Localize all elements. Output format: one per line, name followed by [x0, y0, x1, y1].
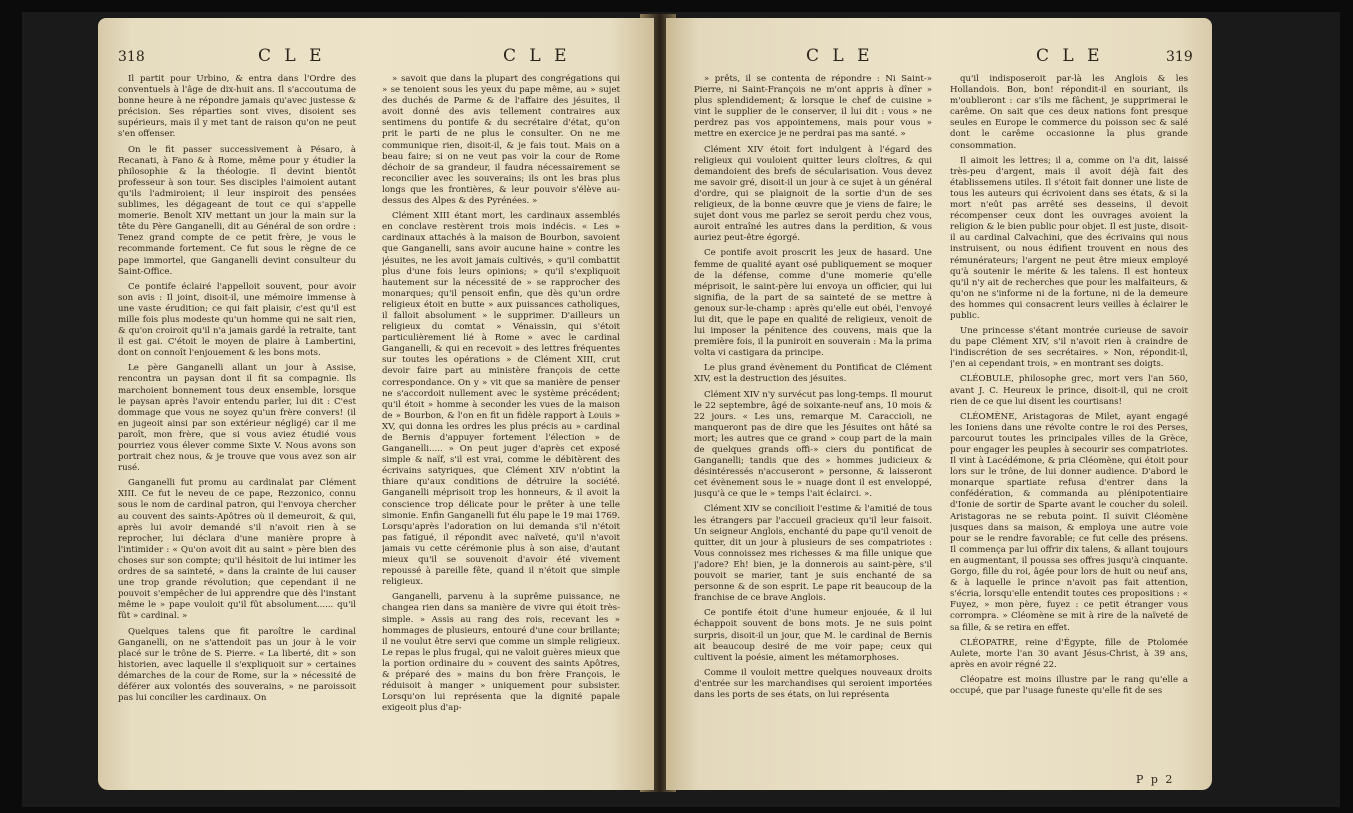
paragraph: Ce pontife avoit proscrit les jeux de hasard. Une femme de qualité ayant osé publiquement se moquer de la défense, comme d'une momerie qu'elle méprisoit, le saint-père lui envoya un officier, qui lui signifia, de la part de sa sainteté de se mettre à genoux sur-le-champ : après qu'elle eut obéi, l'envoyé lui dit, que le pape en qualité de religieux, venoit de lui imposer la pénitence des couvens, mais que la première fois, il la puniroit en souverain : Ma la prima volta vi castigara da principe. — [694, 248, 932, 359]
left-page-column-1 — [118, 74, 356, 774]
paragraph: qu'il indisposeroit par-là les Anglois & les Hollandois. Bon, bon! répondit-il en souriant, ils m'oublieront : car s'ils me fâchent, je supprimerai le carême. On sait que ces deux nations font presque seules en Europe le commerce du poisson sec & salé dont le carême occasionne la plus grande consommation. — [950, 74, 1188, 151]
paragraph: Clément XIV n'y survécut pas long-temps. Il mourut le 22 septembre, âgé de soixante-neuf ans, 10 mois & 22 jours. « Les uns, remarque M. Caraccioli, ne manqueront pas de dire que les Jésuites ont hâté sa mort; les autres que ce grand » coup part de la main de quelques grands offi-» ciers du pontificat de Ganganelli; tandis que des » hommes judicieux & désintéressés n'accuseront » personne, & laisseront cet évènement sous le » nuage dont il est enveloppé, jusqu'à ce que le » temps l'ait éclairci. ». — [694, 389, 932, 500]
paragraph: Clément XIV étoit fort indulgent à l'égard des religieux qui vouloient quitter leurs cloîtres, & qui demandoient des brefs de sécularisation. Vous devez me savoir gré, disoit-il un jour à ce sujet à un général d'ordre, qui se plaignoit de la sortie d'un de ses religieux, de la bonne œuvre que je viens de faire; le sujet dont vous me parlez se seroit perdu chez vous, auroit entraîné les autres dans la perdition, & vous auriez peut-être égorgé. — [694, 144, 932, 244]
left-header-word-2: C L E — [503, 46, 571, 66]
paragraph: CLÉOMÈNE, Aristagoras de Milet, ayant engagé les Ioniens dans une révolte contre le roi des Perses, parcourut toutes les principales villes de la Grèce, pour engager les peuples à secourir ses compatriotes. Il vint à Lacédémone, & pria Cléomène, qui étoit pour lors sur le trône, de lui donner audience. D'abord le monarque spartiate refusa d'entrer dans la confédération, & commanda au plénipotentiaire d'Ionie de sortir de Sparte avant le coucher du soleil. Aristagoras ne se rebuta point. Il suivit Cléomène jusques dans sa maison, & employa une autre voie pour se le rendre favorable; ce fut celle des présens. Il commença par lui offrir dix talens, & allant toujours en augmentant, il poussa ses offres jusqu'à cinquante. Gorgo, fille du roi, âgée pour lors de huit ou neuf ans, & à laquelle le prince n'avoit pas fait attention, s'écria, lorsqu'elle entendit toutes ces propositions : « Fuyez, » mon père, fuyez : ce petit étranger vous corrompra. » Cléomène se mit à rire de la naïveté de sa fille, & se retira en effet. — [950, 411, 1188, 633]
left-page-column-2 — [382, 74, 620, 774]
right-page — [666, 18, 1212, 790]
paragraph: » savoit que dans la plupart des congrégations qui » se tenoient sous les yeux du pape même, au » sujet des duchés de Parme & de l'affaire des jésuites, il avoit donné des avis tellement contraires aux sentimens du pontife & du secrétaire d'état, qu'on prit le parti de ne plus le consulter. On ne me communique rien, disoit-il, & je fais tout. Mais on a beau faire; si on ne veut pas voir la cour de Rome déchoir de sa grandeur, il faudra nécessairement se reconcilier avec les souverains; ils ont les bras plus longs que les frontières, & leur pouvoir s'élève au-dessus des Alpes & des Pyrénées. » — [382, 74, 620, 207]
paragraph: Clément XIII étant mort, les cardinaux assemblés en conclave restèrent trois mois indécis. « Les » cardinaux attachés à la maison de Bourbon, savoient que Ganganelli, sans avoir aucune haine » contre les jésuites, ne les avoit jamais cultivés, » qu'il combattit plus d'une fois leurs opinions; » qu'il s'expliquoit hautement sur la nécessité de » se rapprocher des monarques; qu'il pensoit enfin, que dès qu'un ordre religieux étoit en butte » aux puissances catholiques, il falloit absolument » le supprimer. D'ailleurs un religieux du comtat » Vénaissin, qui s'étoit particulièrement lié à Rome » avec le cardinal Ganganelli, & qui en recevoit » des lettres fréquentes sur toutes les opérations » de Clément XIII, crut devoir faire part au ministère françois de cette correspondance. On y » vit que sa manière de penser ne s'accordoit nullement avec le système précédent; qu'il étoit » homme à seconder les vues de la maison de » Bourbon, & l'on en fit un fidèle rapport à Louis » XV, qui donna les ordres les plus précis au » cardinal de Bernis d'appuyer fortement l'élection » de Ganganelli..... » On peut juger d'après cet exposé simple & naïf, s'il est vrai, comme le débitèrent des écrivains satyriques, que Clément XIV n'obtint la thiare qu'aux conditions de détruire la société. Ganganelli méprisoit trop les honneurs, & il avoit la conscience trop délicate pour le prêter à une telle simonie. Enfin Ganganelli fut élu pape le 19 mai 1769. Lorsqu'après l'adoration on lui demanda s'il n'étoit pas fatigué, il répondit avec naïveté, qu'il n'avoit jamais vu cette cérémonie plus à son aise, d'autant mieux qu'il se souvenoit d'avoir été vivement repoussé à pareille fête, quand il n'étoit que simple religieux. — [382, 211, 620, 588]
paragraph: Quelques talens que fit paroître le cardinal Ganganelli, on ne s'attendoit pas un jour à le voir placé sur le trône de S. Pierre. « La liberté, dit » son historien, avec laquelle il s'expliquoit sur » certaines démarches de la cour de Rome, sur la » nécessité de déférer aux volontés des souverains, » ne paroissoit pas lui concilier les cardinaux. On — [118, 626, 356, 704]
right-page-column-2 — [950, 74, 1188, 774]
right-page-number: 319 — [1166, 49, 1193, 65]
paragraph: Il aimoit les lettres; il a, comme on l'a dit, laissé très-peu d'argent, mais il avoit déjà fait des établissemens utiles. Il s'étoit fait donner une liste de tous les auteurs qui écrivoient dans ses états, & si la mort n'eût pas arrêté ses desseins, il devoit récompenser ceux dont les ouvrages avoient la religion & le bien public pour objet. Il est juste, disoit-il au cardinal Calvachini, que des écrivains qui nous instruisent, ou nous édifient trouvent en nous des rémunérateurs; l'argent ne peut être mieux employé qu'à soutenir le mérite & les talens. Il est honteux qu'il n'y ait de recherches que pour les malfaiteurs, & qu'on ne s'informe ni de la fortune, ni de la demeure des hommes qui consacrent leurs veilles à éclairer le public. — [950, 155, 1188, 321]
paragraph: CLÉOPATRE, reine d'Égypte, fille de Ptolomée Aulete, morte l'an 30 avant Jésus-Christ, à 39 ans, après en avoir régné 22. — [950, 637, 1188, 670]
right-page-header — [706, 46, 1206, 70]
right-header-word-2: C L E — [1036, 46, 1104, 66]
paragraph: Une princesse s'étant montrée curieuse de savoir du pape Clément XIV, s'il n'avoit rien à craindre de l'indiscrétion de ses secrétaires. » Non, répondit-il, j'en ai cependant trois, » en montrant ses doigts. — [950, 326, 1188, 370]
paragraph: Ce pontife étoit d'une humeur enjouée, & il lui échappoit souvent de bons mots. Je ne suis point surpris, disoit-il un jour, que M. le cardinal de Bernis ait beaucoup desiré de me voir pape; ceux qui cultivent la poésie, aiment les métamorphoses. — [694, 608, 932, 663]
paragraph: Clément XIV se concilioit l'estime & l'amitié de tous les étrangers par l'accueil gracieux qu'il leur faisoit. Un seigneur Anglois, enchanté du pape qu'il venoit de quitter, dit un jour à plusieurs de ses compatriotes : Vous connoissez mes richesses & ma fille unique que j'adore? Eh! bien, je la donnerois au saint-père, s'il pouvoit se marier, tant je suis enchanté de sa personne & de son esprit. Le pape rit beaucoup de la franchise de ce brave Anglois. — [694, 504, 932, 604]
paragraph: Ganganelli, parvenu à la suprême puissance, ne changea rien dans sa manière de vivre qui étoit très-simple. » Assis au rang des rois, recevant les » hommages de plusieurs, entouré d'une cour brillante; il ne voulut être servi que comme un simple religieux. Le repas le plus frugal, qui ne valoit guères mieux que la portion ordinaire du » couvent des saints Apôtres, & préparé des » mains du bon frère François, le réduisoit à manger » uniquement pour subsister. Lorsqu'on lui représenta que la dignité papale exigeoit plus d'ap- — [382, 592, 620, 714]
paragraph: On le fit passer successivement à Pésaro, à Recanati, à Fano & à Rome, même pour y étudier la philosophie & la théologie. Il devint bientôt professeur à son tour. Ses disciples l'aimoient autant qu'ils l'admiroient; il leur inspiroit des pensées sublimes, les dégageant de tout ce qui s'appelle momerie. Benoît XIV mettant un jour la main sur la tête du Père Ganganelli, dit au Général de son ordre : Tenez grand compte de ce petit frère, je vous le recommande fortement. Ce fut sous le règne de ce pape immortel, que Ganganelli devint consulteur du Saint-Office. — [118, 144, 356, 277]
left-header-word-1: C L E — [258, 46, 326, 66]
left-page — [98, 18, 654, 790]
left-page-header — [118, 46, 618, 70]
right-page-column-1 — [694, 74, 932, 774]
paragraph: » prêts, il se contenta de répondre : Ni Saint-» Pierre, ni Saint-François ne m'ont appris à dîner » plus splendidement; & lorsque le chef de cuisine » vint le supplier de le conserver, il lui dit : vous » ne perdrez pas vos appointemens, mais pour vous » mettre en exercice je ne perdrai pas ma santé. » — [694, 74, 932, 140]
paragraph: CLÉOBULE, philosophe grec, mort vers l'an 560, avant J. C. Heureux le prince, disoit-il, qui ne croit rien de ce que lui disent les courtisans! — [950, 374, 1188, 407]
paragraph: Il partit pour Urbino, & entra dans l'Ordre des conventuels à l'âge de dix-huit ans. Il s'accoutuma de bonne heure à ne répondre jamais qu'avec justesse & précision. Ses réparties sont vives, disoient ses supérieurs, mais il y met tant de raison qu'on ne peut s'en offenser. — [118, 74, 356, 140]
paragraph: Le plus grand évènement du Pontificat de Clément XIV, est la destruction des jésuites. — [694, 363, 932, 385]
paragraph: Ce pontife éclairé l'appelloit souvent, pour avoir son avis : Il joint, disoit-il, une mémoire immense à une vaste érudition; ce qui fait plaisir, c'est qu'il est mille fois plus modeste qu'un homme qui ne sait rien, & qu'on croiroit qu'il n'a jamais gardé la retraite, tant il est gai. C'étoit le moyen de plaire à Lambertini, dont on connoît l'enjouement & les bons mots. — [118, 281, 356, 359]
left-page-number: 318 — [118, 49, 145, 65]
signature-mark: P p 2 — [1136, 773, 1175, 786]
paragraph: Comme il vouloit mettre quelques nouveaux droits d'entrée sur les marchandises qui seroient importées dans les ports de ses états, on lui représenta — [694, 667, 932, 700]
paragraph: Le père Ganganelli allant un jour à Assise, rencontra un paysan dont il fit sa compagnie. Ils marchoient bonnement tous deux ensemble, lorsque le paysan après l'avoir entendu parler, lui dit : C'est dommage que vous ne soyez qu'un frère convers! (il en jugeoit ainsi par son extérieur négligé) car il me paroît, mon frère, que si vous aviez étudié vous pourriez vous élever comme Sixte V. Nous avons son portrait chez nous, & je trouve que vous avez son air rusé. — [118, 363, 356, 474]
right-header-word-1: C L E — [806, 46, 874, 66]
paragraph: Ganganelli fut promu au cardinalat par Clément XIII. Ce fut le neveu de ce pape, Rezzonico, connu sous le nom de cardinal patron, qui l'envoya chercher au couvent des saints-Apôtres où il demeuroit, & qui, après lui avoir demandé s'il n'avoit rien à se reprocher, lui déclara d'une manière propre à l'intimider : « Qu'on avoit dit au saint » père bien des choses sur son compte; qu'il hésitoit de lui intimer les ordres de sa sainteté, » dans la crainte de lui causer une trop grande révolution; que cependant il ne pouvoit s'empêcher de lui apprendre que dès l'instant même le » pape vouloit qu'il fût absolument...... qu'il fût » cardinal. » — [118, 478, 356, 622]
paragraph: Cléopatre est moins illustre par le rang qu'elle a occupé, que par l'usage funeste qu'elle fit de ses — [950, 674, 1188, 696]
